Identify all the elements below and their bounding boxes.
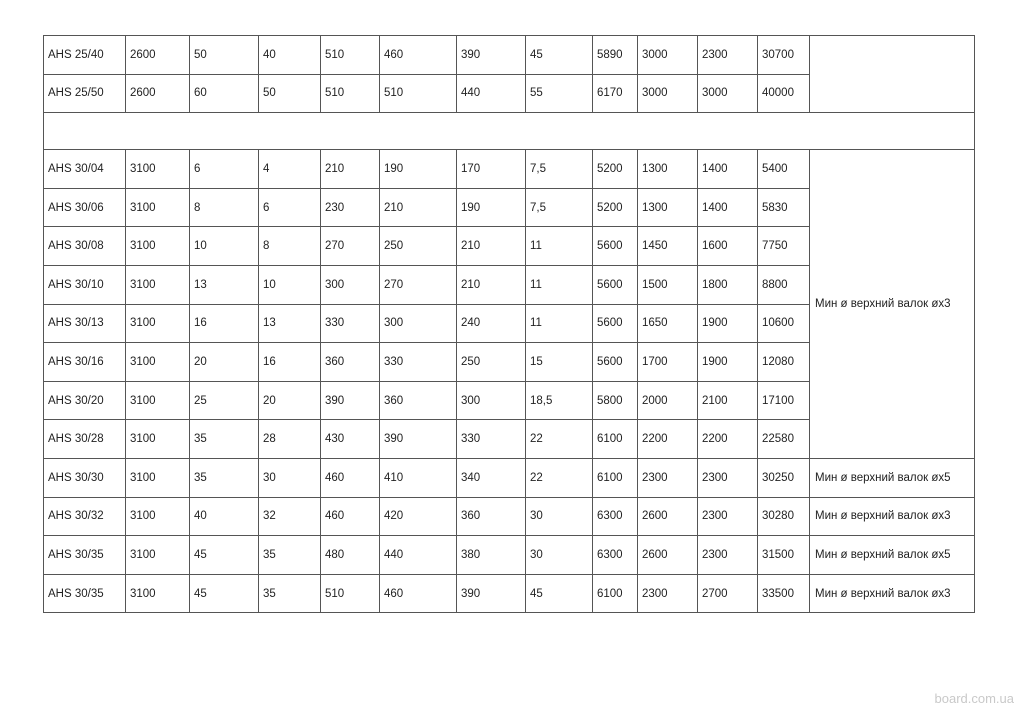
table-cell: 210 <box>321 150 380 189</box>
table-cell: 340 <box>457 458 526 497</box>
table-cell: 4 <box>259 150 321 189</box>
table-cell: 25 <box>190 381 259 420</box>
table-cell: 510 <box>380 74 457 113</box>
table-cell: 3100 <box>126 497 190 536</box>
table-cell: 5400 <box>758 150 810 189</box>
table-cell: 3100 <box>126 536 190 575</box>
table-cell: 390 <box>321 381 380 420</box>
table-cell: 300 <box>321 265 380 304</box>
note-cell: Мин ø верхний валок øx3 <box>810 497 975 536</box>
table-cell: 1700 <box>638 343 698 382</box>
table-row <box>44 36 975 75</box>
table-cell: AHS 30/08 <box>44 227 126 266</box>
table-cell: 5600 <box>593 343 638 382</box>
table-cell: 28 <box>259 420 321 459</box>
table-cell: 3100 <box>126 381 190 420</box>
table-cell: 10600 <box>758 304 810 343</box>
note-cell: Мин ø верхний валок øx3 <box>810 150 975 459</box>
table-cell: 170 <box>457 150 526 189</box>
table-cell: 390 <box>380 420 457 459</box>
table-cell: AHS 30/35 <box>44 536 126 575</box>
table-cell: 55 <box>526 74 593 113</box>
table-row <box>44 150 975 189</box>
table-cell: 15 <box>526 343 593 382</box>
table-row <box>44 497 975 536</box>
table-cell: 210 <box>457 265 526 304</box>
table-cell: 1600 <box>698 227 758 266</box>
table-cell: 3000 <box>698 74 758 113</box>
table-cell: 3100 <box>126 304 190 343</box>
table-cell: 3100 <box>126 574 190 613</box>
table-cell: 8 <box>190 188 259 227</box>
table-cell: 2600 <box>126 36 190 75</box>
table-cell: 460 <box>380 574 457 613</box>
table-cell: 250 <box>457 343 526 382</box>
table-cell: 5830 <box>758 188 810 227</box>
table-cell: 3100 <box>126 265 190 304</box>
table-cell: 3100 <box>126 420 190 459</box>
table-cell: 510 <box>321 74 380 113</box>
table-cell: 11 <box>526 265 593 304</box>
table-cell: 6 <box>259 188 321 227</box>
table-cell: 50 <box>190 36 259 75</box>
table-cell: 30 <box>526 536 593 575</box>
table-cell: 16 <box>190 304 259 343</box>
table-cell: 2200 <box>698 420 758 459</box>
table-cell: 40000 <box>758 74 810 113</box>
table-cell: 1500 <box>638 265 698 304</box>
table-cell: 5200 <box>593 150 638 189</box>
table-cell: 2300 <box>638 458 698 497</box>
table-cell: 1400 <box>698 188 758 227</box>
table-cell: 22 <box>526 420 593 459</box>
table-cell: 1450 <box>638 227 698 266</box>
table-cell: 40 <box>190 497 259 536</box>
separator-cell <box>44 113 975 150</box>
table-cell: 5890 <box>593 36 638 75</box>
table-cell: 30 <box>526 497 593 536</box>
table-cell: 30700 <box>758 36 810 75</box>
table-cell: 16 <box>259 343 321 382</box>
table-cell: 22580 <box>758 420 810 459</box>
table-cell: 8 <box>259 227 321 266</box>
table-cell: 420 <box>380 497 457 536</box>
table-cell: 190 <box>380 150 457 189</box>
table-cell: 440 <box>457 74 526 113</box>
table-cell: 17100 <box>758 381 810 420</box>
table-cell: 2600 <box>638 536 698 575</box>
table-cell: 45 <box>526 36 593 75</box>
table-cell: 460 <box>380 36 457 75</box>
table-cell: 330 <box>380 343 457 382</box>
table-cell: 210 <box>380 188 457 227</box>
table-cell: 18,5 <box>526 381 593 420</box>
table-cell: AHS 30/06 <box>44 188 126 227</box>
table-cell: 270 <box>380 265 457 304</box>
table-cell: 32 <box>259 497 321 536</box>
table-cell: 5200 <box>593 188 638 227</box>
table-cell: 3000 <box>638 74 698 113</box>
table-cell: 250 <box>380 227 457 266</box>
table-cell: 2300 <box>698 536 758 575</box>
table-cell: 2300 <box>638 574 698 613</box>
table-cell: 6100 <box>593 574 638 613</box>
table-cell: 430 <box>321 420 380 459</box>
table-cell: 13 <box>190 265 259 304</box>
table-cell: 460 <box>321 497 380 536</box>
table-cell: AHS 30/32 <box>44 497 126 536</box>
table-cell: 1900 <box>698 343 758 382</box>
table-cell: 190 <box>457 188 526 227</box>
table-cell: 2700 <box>698 574 758 613</box>
table-cell: AHS 25/40 <box>44 36 126 75</box>
table-cell: AHS 30/28 <box>44 420 126 459</box>
table-cell: 3100 <box>126 188 190 227</box>
table-cell: 3000 <box>638 36 698 75</box>
table-cell: 35 <box>190 420 259 459</box>
table-cell: AHS 30/16 <box>44 343 126 382</box>
table-cell: 45 <box>190 536 259 575</box>
table-cell: 12080 <box>758 343 810 382</box>
table-cell: 60 <box>190 74 259 113</box>
table-cell: 6100 <box>593 458 638 497</box>
table-cell: AHS 25/50 <box>44 74 126 113</box>
table-cell: 5600 <box>593 304 638 343</box>
table-cell: 300 <box>380 304 457 343</box>
table-cell: 20 <box>190 343 259 382</box>
table-cell: 390 <box>457 574 526 613</box>
table-cell: 1800 <box>698 265 758 304</box>
table-cell: 2600 <box>126 74 190 113</box>
table-cell: 1300 <box>638 150 698 189</box>
table-cell: 3100 <box>126 227 190 266</box>
table-cell: 380 <box>457 536 526 575</box>
table-cell: 22 <box>526 458 593 497</box>
table-cell: 2300 <box>698 36 758 75</box>
table-cell: 40 <box>259 36 321 75</box>
table-cell: 11 <box>526 227 593 266</box>
table-cell: 50 <box>259 74 321 113</box>
table-cell: 35 <box>190 458 259 497</box>
table-cell: 2300 <box>698 458 758 497</box>
table-cell: 10 <box>259 265 321 304</box>
table-cell: 6300 <box>593 536 638 575</box>
table-cell: 2600 <box>638 497 698 536</box>
table-cell: 7750 <box>758 227 810 266</box>
table-row <box>44 536 975 575</box>
table-cell: 390 <box>457 36 526 75</box>
table-cell: AHS 30/30 <box>44 458 126 497</box>
note-cell <box>810 36 975 113</box>
table-cell: 6300 <box>593 497 638 536</box>
table-cell: 330 <box>321 304 380 343</box>
table-cell: 35 <box>259 536 321 575</box>
table-cell: 360 <box>321 343 380 382</box>
table-cell: 2200 <box>638 420 698 459</box>
table-cell: 2100 <box>698 381 758 420</box>
table-cell: 30250 <box>758 458 810 497</box>
table-cell: 5600 <box>593 227 638 266</box>
table-cell: 230 <box>321 188 380 227</box>
table-cell: 410 <box>380 458 457 497</box>
table-cell: 13 <box>259 304 321 343</box>
table-cell: 31500 <box>758 536 810 575</box>
table-cell: 2300 <box>698 497 758 536</box>
table-cell: 240 <box>457 304 526 343</box>
table-cell: 6170 <box>593 74 638 113</box>
table-cell: 210 <box>457 227 526 266</box>
table-cell: AHS 30/20 <box>44 381 126 420</box>
table-cell: 510 <box>321 574 380 613</box>
table-cell: 11 <box>526 304 593 343</box>
table-cell: 1900 <box>698 304 758 343</box>
separator-row <box>44 113 975 150</box>
table-cell: 5600 <box>593 265 638 304</box>
watermark-text: board.com.ua <box>934 691 1014 706</box>
table-cell: AHS 30/10 <box>44 265 126 304</box>
table-cell: 1400 <box>698 150 758 189</box>
table-cell: 1300 <box>638 188 698 227</box>
table-cell: 7,5 <box>526 188 593 227</box>
note-cell: Мин ø верхний валок øx5 <box>810 458 975 497</box>
table-cell: 440 <box>380 536 457 575</box>
table-cell: 33500 <box>758 574 810 613</box>
table-cell: 30 <box>259 458 321 497</box>
spec-table <box>43 35 975 613</box>
table-cell: 360 <box>380 381 457 420</box>
table-cell: 6 <box>190 150 259 189</box>
note-cell: Мин ø верхний валок øx3 <box>810 574 975 613</box>
table-row <box>44 458 975 497</box>
table-cell: AHS 30/04 <box>44 150 126 189</box>
table-cell: 510 <box>321 36 380 75</box>
table-cell: 3100 <box>126 150 190 189</box>
table-cell: 5800 <box>593 381 638 420</box>
table-cell: AHS 30/35 <box>44 574 126 613</box>
table-cell: 360 <box>457 497 526 536</box>
table-cell: 1650 <box>638 304 698 343</box>
table-cell: 300 <box>457 381 526 420</box>
table-row <box>44 574 975 613</box>
table-cell: 3100 <box>126 343 190 382</box>
table-cell: 330 <box>457 420 526 459</box>
table-cell: 35 <box>259 574 321 613</box>
table-cell: 8800 <box>758 265 810 304</box>
table-cell: 2000 <box>638 381 698 420</box>
table-cell: 6100 <box>593 420 638 459</box>
table-cell: 30280 <box>758 497 810 536</box>
table-cell: 10 <box>190 227 259 266</box>
table-cell: 480 <box>321 536 380 575</box>
table-cell: 20 <box>259 381 321 420</box>
table-cell: 7,5 <box>526 150 593 189</box>
note-cell: Мин ø верхний валок øx5 <box>810 536 975 575</box>
table-cell: 3100 <box>126 458 190 497</box>
spec-table-body <box>44 36 975 613</box>
table-cell: AHS 30/13 <box>44 304 126 343</box>
table-cell: 45 <box>526 574 593 613</box>
table-cell: 460 <box>321 458 380 497</box>
table-cell: 45 <box>190 574 259 613</box>
table-cell: 270 <box>321 227 380 266</box>
